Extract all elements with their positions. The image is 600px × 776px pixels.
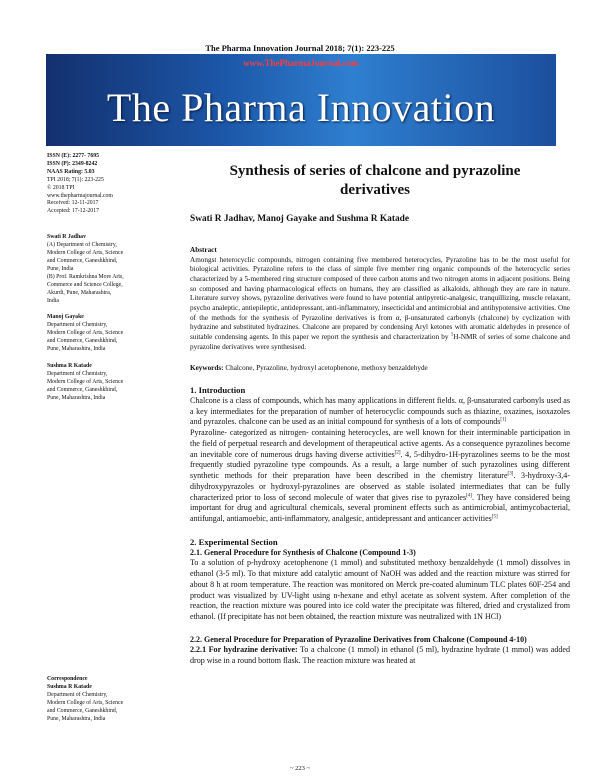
page-number: ~ 223 ~	[289, 765, 311, 772]
paragraph	[190, 396, 570, 428]
affiliation-line: Department of Chemistry,	[47, 322, 108, 329]
meta-line: © 2018 TPI	[47, 184, 75, 191]
affiliation-line: (A) Department of Chemistry,	[47, 242, 117, 249]
affiliation-line: Modern College of Arts, Science	[47, 250, 124, 257]
abstract-text: Amongst heterocyclic compounds, nitrogen containing five membered heterocycles, Pyrazoline has to be the most useful for biological activities. Pyrazoline refers to the class of simple five member ring organic compounds of the heterocyclic series characterized by a 5-membered ring structure composed of three carbon atoms and two nitrogen atoms in adjacent positions. Being so composed and having pharmacological effects on humans, they are classified as alkaloids, although they are rare in nature. Literature survey shows, pyrazoline derivatives were found to have potential antipyretic-analgesic, tranquillizing, muscle relaxant, psycho analeptic, antiepileptic, antidepressant, anti-inflammatory, insecticidal and antimicrobial and antihypotensive activities. One of the methods for the synthesis of Pyrazoline derivatives is from α, β-unsaturated carbonyls (chalcone) by cyclization with hydrazine and substituted hydrazines. Chalcone are prepared by condensing Aryl ketones with aromatic aldehydes in presence of suitable condensing agents. In this paper we report the synthesis and characterization by	[190, 255, 570, 341]
affiliation-line: and Commerce, Ganeshkhind,	[47, 707, 118, 714]
author-affiliation	[47, 234, 182, 305]
paragraph: To a solution of p-hydroxy acetophenone (1 mmol) and substituted methoxy benzaldehyde (1 mmol) dissolves in ethanol (3-5 ml). To that mixture add catalytic amount of NaOH was added and the reaction mixture was stirred for about 8 h at room temperature. The reaction was monitored on Merck pre-coated aluminum TLC plates 60F-254 and product was visualized by UV-light using n-hexane and ethyl acetate as solvent system. After completion of the reaction, the reaction mixture was poured into ice cold water the precipitate was filtered, dried and crystalized from ethanol. (If precipitate has not been obtained, the reaction mixture was neutralized with 1N HCl)	[190, 558, 570, 622]
affiliation-line: Department of Chemistry,	[47, 691, 108, 698]
affiliation-line: Commerce and Science College,	[47, 281, 123, 288]
abstract	[190, 246, 570, 352]
sidebar	[47, 153, 182, 402]
paragraph-text: Chalcone is a class of compounds, which has many applications in different fields. α, β-unsaturated carbonyls used as a key intermediates for the preparation of number of heterocyclic compounds such as thiazine, oxazines, isoxazoles and pyrazoles. chalcone can be used as an initial compound for synthesis of a lots of compounds	[190, 395, 570, 427]
section-heading: 1. Introduction	[190, 384, 246, 395]
paragraph-text: . 3-hydroxy-3,4-dihydroxypyrazoles or hydroxyl-pyrazolines are observed as stable isolated intermediates that can be fully characterized prior to loss of second molecule of water that gives rise to pyrazoles	[190, 471, 570, 502]
citation[interactable]: [5]	[491, 514, 498, 520]
paper-title	[180, 162, 570, 200]
journal-name: The Pharma Innovation	[106, 85, 496, 130]
author-name: Swati R Jadhav	[47, 234, 86, 241]
affiliation-line: and Commerce, Ganeshkhind,	[47, 257, 118, 264]
affiliation-line: Pune, Maharashtra, India	[47, 346, 106, 353]
author-affiliation	[47, 363, 182, 403]
paragraph	[190, 428, 570, 525]
abstract-text: H-NMR of series of some chalcone and pyrazoline derivatives were synthesised.	[190, 332, 571, 351]
title-line: derivatives	[340, 182, 410, 198]
affiliation-line: Modern College of Arts, Science	[47, 699, 124, 706]
affiliation-line: Pune, Maharashtra, India	[47, 715, 106, 722]
subsubsection-label: 2.2.1 For hydrazine derivative:	[190, 645, 298, 655]
journal-banner	[46, 54, 556, 146]
correspondence-block	[47, 676, 182, 723]
citation[interactable]: [2]	[394, 449, 401, 455]
article-body	[190, 162, 570, 667]
affiliation-line: Modern College of Arts, Science	[47, 378, 124, 385]
affiliation-line: Pune, India	[47, 265, 74, 272]
meta-line: Received: 12-11-2017	[47, 200, 99, 207]
citation[interactable]: [3]	[507, 471, 514, 477]
affiliation-line: and Commerce, Ganeshkhind,	[47, 338, 118, 345]
paragraph-text: Pyrazoline- categorized as nitrogen- containing heterocycles, are well known for their interminable participation in the field of perpetual research and development of therapeutical active agents. As a consequence pyrazolines become an inevitable core of numerous drugs having diverse activities	[190, 428, 570, 459]
journal-url[interactable]: www.ThePharmaJournal.com	[243, 58, 359, 68]
meta-line: ISSN (P): 2349-8242	[47, 160, 98, 167]
meta-line[interactable]: www.thepharmajournal.com	[47, 192, 113, 199]
keywords-label: Keywords:	[190, 364, 224, 373]
author-name: Manoj Gayake	[47, 314, 84, 321]
journal-citation-line: The Pharma Innovation Journal 2018; 7(1): 223-225	[205, 43, 395, 53]
affiliation-line: India	[47, 297, 59, 304]
correspondence-name: Sushma R Katade	[47, 683, 92, 690]
author-list: Swati R Jadhav, Manoj Gayake and Sushma R Katade	[190, 214, 410, 224]
affiliation-line: Pune, Maharashtra, India	[47, 394, 106, 401]
section-heading: 2. Experimental Section	[190, 536, 278, 547]
subsection-heading: 2.1. General Procedure for Synthesis of Chalcone (Compound 1-3)	[190, 547, 416, 557]
keywords-text: Chalcone, Pyrazoline, hydroxyl acetophenone, methoxy benzaldehyde	[225, 364, 428, 373]
superscript: 1	[450, 332, 454, 338]
title-line: Synthesis of series of chalcone and pyrazoline	[229, 163, 521, 179]
meta-line: NAAS Rating: 5.03	[47, 168, 95, 175]
subsection-heading: 2.2. General Procedure for Preparation of Pyrazoline Derivatives from Chalcone (Compound 4-10)	[190, 634, 527, 644]
paragraph-text: To a chalcone (1 mmol) in ethanol (5 ml), hydrazine hydrate (1 mmol) was added drop wise in a round bottom flask. The reaction mixture was heated at	[190, 645, 570, 666]
affiliation-line: Modern College of Arts, Science	[47, 330, 124, 337]
author-name: Sushma R Katade	[47, 362, 92, 369]
abstract-heading: Abstract	[190, 246, 217, 254]
correspondence-heading: Correspondence	[47, 676, 88, 682]
author-affiliation	[47, 314, 182, 354]
affiliation-line: (B) Prof. Ramkrishna More Arts,	[47, 273, 124, 280]
affiliation-line: and Commerce, Ganeshkhind,	[47, 386, 118, 393]
paragraph	[190, 645, 570, 667]
paragraph-text: . 4, 5-dihydro-1H-pyrazolines seems to be the most frequently studied pyrazoline type compounds. As a result, a large number of such pyrazolines using different synthetic methods for their preparation have been described in the chemistry literature	[190, 449, 570, 481]
meta-line: TPI 2018; 7(1): 223-225	[47, 176, 104, 183]
publication-meta	[47, 153, 182, 216]
meta-line: Accepted: 17-12-2017	[47, 208, 99, 215]
citation[interactable]: [1]	[500, 417, 507, 423]
keywords	[190, 364, 570, 374]
meta-line: ISSN (E): 2277- 7695	[47, 153, 100, 159]
citation[interactable]: [4]	[466, 492, 472, 498]
paragraph-text: . They have considered being important for drug and agricultural chemicals, several prominent effects such as antimicrobial, antimycobacterial, antifungal, antiamoebic, anti-inflammatory, analgesic, antidepressant and anticancer activities	[190, 492, 570, 524]
affiliation-line: Department of Chemistry,	[47, 370, 108, 377]
affiliation-line: Akurdi, Pune, Maharashtra,	[47, 289, 112, 296]
